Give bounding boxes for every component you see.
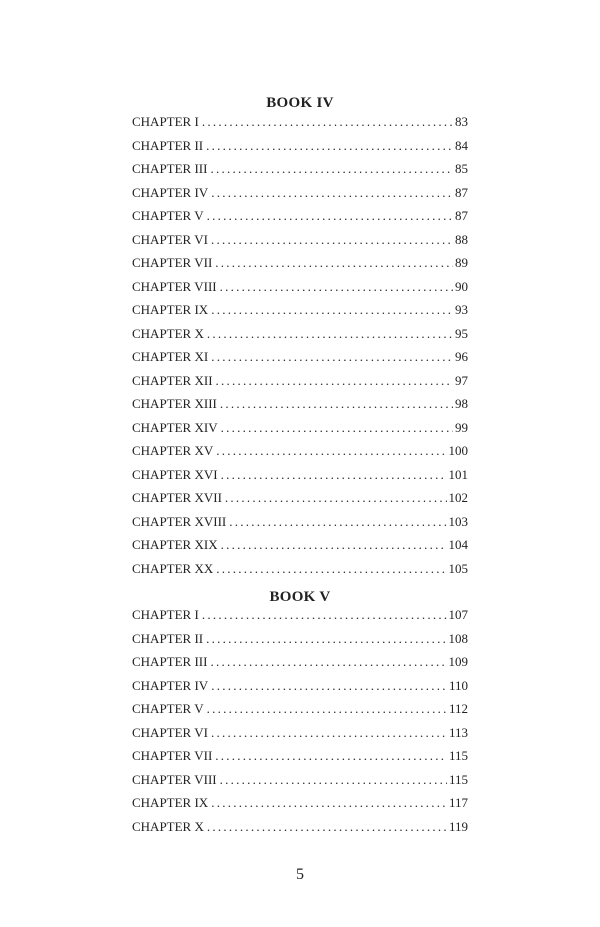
toc-entry[interactable]	[132, 768, 468, 792]
toc-entry[interactable]	[132, 134, 468, 158]
toc-entry[interactable]	[132, 697, 468, 721]
toc-entry[interactable]	[132, 674, 468, 698]
dot-leader	[206, 134, 453, 158]
dot-leader	[202, 110, 453, 134]
toc-entry-title: CHAPTER XI	[132, 349, 209, 364]
dot-leader	[220, 392, 453, 416]
toc-list-book-iv	[132, 110, 468, 580]
toc-entry-page: 100	[448, 443, 468, 458]
toc-entry-title: CHAPTER VII	[132, 255, 213, 270]
toc-entry-title: CHAPTER X	[132, 818, 204, 834]
toc-entry-title: CHAPTER III	[132, 654, 208, 669]
toc-entry[interactable]	[132, 486, 468, 510]
dot-leader	[211, 674, 447, 698]
toc-entry-page: 108	[448, 630, 468, 646]
toc-entry-title: CHAPTER V	[132, 208, 204, 223]
dot-leader	[216, 369, 453, 393]
toc-entry-title: CHAPTER VI	[132, 724, 208, 740]
toc-entry-page: 109	[448, 654, 468, 669]
dot-leader	[221, 533, 447, 557]
toc-entry-page: 112	[448, 701, 468, 716]
book-heading: BOOK V	[269, 589, 331, 605]
dot-leader	[211, 228, 453, 252]
toc-entry-page: 104	[448, 537, 468, 552]
toc-entry[interactable]	[132, 603, 468, 627]
toc-entry-page: 87	[455, 208, 468, 223]
toc-entry[interactable]	[132, 533, 468, 557]
toc-entry-page: 119	[448, 818, 468, 834]
dot-leader	[211, 345, 453, 369]
dot-leader	[221, 463, 447, 487]
dot-leader	[206, 627, 446, 651]
toc-entry-page: 115	[448, 748, 468, 763]
page-number: 5	[296, 866, 304, 883]
toc-entry[interactable]	[132, 416, 468, 440]
toc-entry-page: 85	[455, 161, 468, 176]
toc-entry-title: CHAPTER II	[132, 137, 204, 153]
toc-entry-page: 90	[455, 278, 468, 294]
toc-entry-title: CHAPTER IX	[132, 795, 209, 810]
toc-entry-page: 102	[448, 490, 468, 505]
dot-leader	[215, 744, 447, 768]
toc-entry[interactable]	[132, 650, 468, 674]
toc-entry-page: 117	[448, 795, 468, 810]
toc-entry-title: CHAPTER IX	[132, 302, 209, 317]
dot-leader	[207, 697, 447, 721]
dot-leader	[229, 510, 446, 534]
toc-entry[interactable]	[132, 298, 468, 322]
toc-entry[interactable]	[132, 627, 468, 651]
dot-leader	[220, 275, 453, 299]
dot-leader	[220, 768, 447, 792]
dot-leader	[210, 157, 453, 181]
toc-entry-title: CHAPTER X	[132, 325, 204, 341]
toc-entry-page: 84	[455, 137, 468, 153]
toc-entry-page: 107	[448, 607, 468, 622]
toc-entry-title: CHAPTER XIX	[132, 537, 218, 552]
toc-entry-page: 113	[448, 724, 468, 740]
dot-leader	[207, 815, 447, 839]
toc-entry-title: CHAPTER XVII	[132, 490, 222, 505]
toc-entry[interactable]	[132, 557, 468, 581]
toc-entry[interactable]	[132, 181, 468, 205]
toc-entry-title: CHAPTER XVI	[132, 466, 218, 482]
dot-leader	[211, 298, 453, 322]
toc-list-book-v	[132, 603, 468, 838]
toc-entry[interactable]	[132, 251, 468, 275]
toc-entry-page: 89	[455, 255, 468, 270]
toc-entry[interactable]	[132, 439, 468, 463]
toc-entry[interactable]	[132, 275, 468, 299]
dot-leader	[210, 650, 446, 674]
toc-entry-title: CHAPTER XVIII	[132, 513, 227, 529]
toc-entry-page: 83	[455, 114, 468, 129]
dot-leader	[211, 791, 447, 815]
toc-entry-page: 87	[455, 184, 468, 200]
toc-entry-page: 105	[448, 560, 468, 576]
toc-entry[interactable]	[132, 369, 468, 393]
toc-entry[interactable]	[132, 392, 468, 416]
dot-leader	[211, 181, 453, 205]
toc-entry-title: CHAPTER VIII	[132, 771, 217, 787]
toc-entry[interactable]	[132, 228, 468, 252]
toc-entry-title: CHAPTER I	[132, 607, 199, 622]
dot-leader	[207, 322, 453, 346]
toc-entry[interactable]	[132, 510, 468, 534]
toc-entry-page: 115	[448, 771, 468, 787]
toc-entry-title: CHAPTER VI	[132, 231, 208, 247]
toc-entry-title: CHAPTER VII	[132, 748, 213, 763]
dot-leader	[211, 721, 447, 745]
toc-entry-page: 99	[455, 419, 468, 435]
dot-leader	[225, 486, 447, 510]
toc-entry-page: 93	[455, 302, 468, 317]
toc-entry-page: 96	[455, 349, 468, 364]
toc-entry[interactable]	[132, 345, 468, 369]
toc-entry-title: CHAPTER I	[132, 114, 199, 129]
toc-entry-page: 110	[448, 677, 468, 693]
toc-entry[interactable]	[132, 463, 468, 487]
toc-entry-title: CHAPTER XIV	[132, 419, 218, 435]
toc-entry-page: 88	[455, 231, 468, 247]
toc-entry-title: CHAPTER XII	[132, 372, 213, 388]
toc-entry[interactable]	[132, 204, 468, 228]
toc-entry-page: 98	[455, 396, 468, 411]
toc-entry-title: CHAPTER VIII	[132, 278, 217, 294]
dot-leader	[216, 557, 446, 581]
toc-entry-title: CHAPTER XX	[132, 560, 214, 576]
toc-entry-title: CHAPTER XIII	[132, 396, 217, 411]
dot-leader	[221, 416, 453, 440]
toc-entry[interactable]	[132, 815, 468, 839]
toc-entry-title: CHAPTER XV	[132, 443, 214, 458]
dot-leader	[216, 439, 446, 463]
toc-entry-title: CHAPTER IV	[132, 184, 209, 200]
book-heading: BOOK IV	[266, 95, 334, 111]
toc-entry[interactable]	[132, 721, 468, 745]
dot-leader	[207, 204, 453, 228]
toc-entry[interactable]	[132, 110, 468, 134]
toc-entry-page: 95	[455, 325, 468, 341]
toc-entry-title: CHAPTER III	[132, 161, 208, 176]
dot-leader	[202, 603, 447, 627]
toc-entry-page: 97	[455, 372, 468, 388]
dot-leader	[215, 251, 453, 275]
toc-entry[interactable]	[132, 322, 468, 346]
toc-entry[interactable]	[132, 791, 468, 815]
toc-entry-title: CHAPTER IV	[132, 677, 209, 693]
toc-entry[interactable]	[132, 744, 468, 768]
toc-entry-title: CHAPTER II	[132, 630, 204, 646]
toc-entry-page: 101	[448, 466, 468, 482]
toc-entry-page: 103	[448, 513, 468, 529]
toc-entry-title: CHAPTER V	[132, 701, 204, 716]
toc-entry[interactable]	[132, 157, 468, 181]
